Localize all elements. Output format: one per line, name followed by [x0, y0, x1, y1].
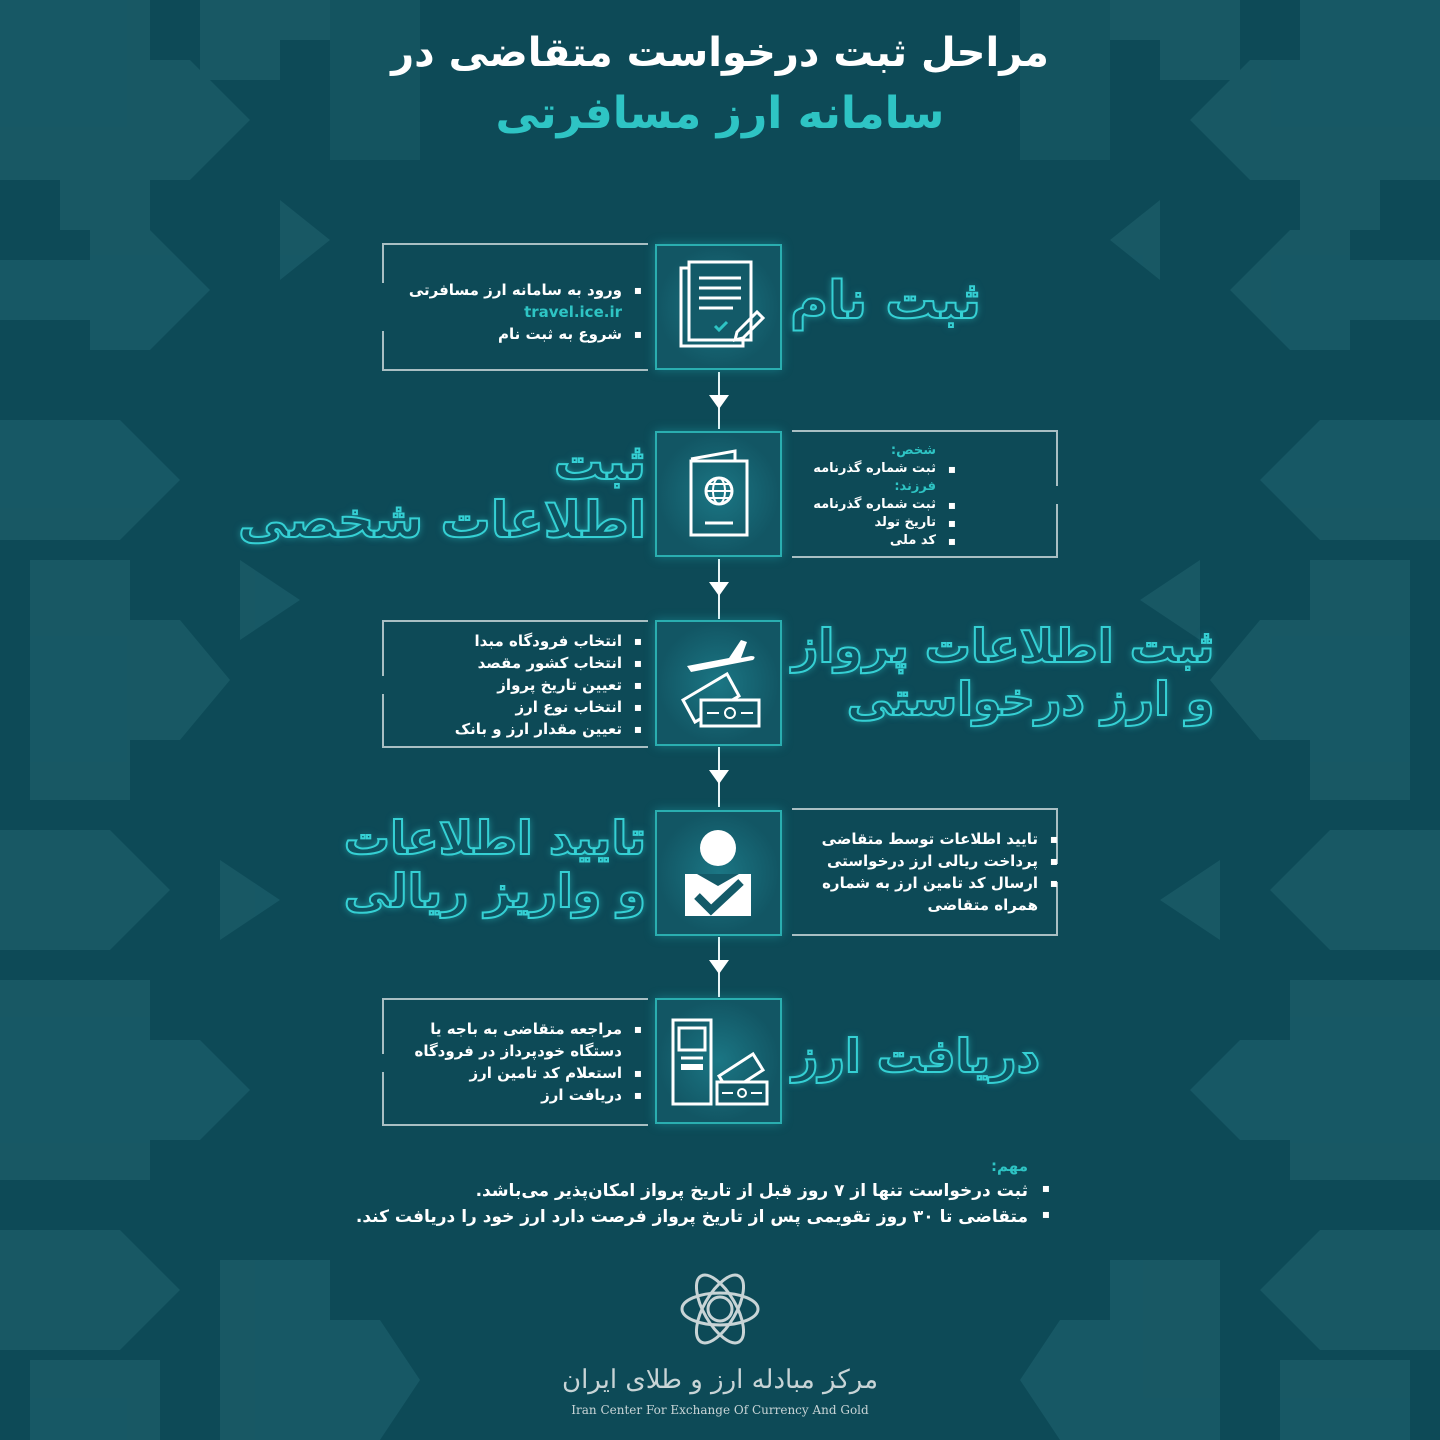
step-1-item: شروع به ثبت نام ▪	[409, 323, 622, 345]
step-1-icon-box	[655, 244, 782, 370]
step-1-url-link[interactable]: travel.ice.ir	[524, 303, 622, 321]
step-5-panel	[382, 998, 648, 1124]
step-5-item: دریافت ارز ▪	[414, 1084, 622, 1106]
step-2-title: ثبت اطلاعات شخصی	[238, 433, 646, 549]
logo	[560, 1265, 880, 1425]
step-5-item: استعلام کد تامین ارز ▪	[414, 1062, 622, 1084]
step-4-panel	[792, 808, 1058, 934]
step-1-title: ثبت نام	[790, 271, 982, 331]
step-3-item: تعیین تاریخ پرواز ▪	[455, 674, 622, 696]
step-2-item: ثبت شماره گذرنامه ▪	[813, 460, 936, 478]
step-2-item: کد ملی ▪	[813, 532, 936, 550]
step-3-item: انتخاب فرودگاه مبدا ▪	[455, 630, 622, 652]
step-5-title: دریافت ارز	[792, 1029, 1041, 1083]
arrow-down-icon	[709, 960, 729, 974]
page-title: مراحل ثبت درخواست متقاضی در	[391, 30, 1049, 76]
logo-name-en: Iran Center For Exchange Of Currency And Gold	[571, 1403, 869, 1417]
step-4-item: تایید اطلاعات توسط متقاضی ▪	[822, 828, 1038, 850]
step-2-label: فرزند:	[894, 479, 936, 494]
step-2-panel	[792, 430, 1058, 556]
step-3-item: تعیین مقدار ارز و بانک ▪	[455, 718, 622, 740]
step-5-item: مراجعه متقاضی به باجه یا ▪	[414, 1018, 622, 1040]
step-5-item: دستگاه خودپرداز در فرودگاه	[414, 1042, 622, 1060]
step-3-item: انتخاب نوع ارز ▪	[455, 696, 622, 718]
notes-title: مهم:	[991, 1157, 1028, 1175]
step-5-icon-box	[655, 998, 782, 1124]
logo-emblem-icon	[560, 1265, 880, 1365]
page-subtitle: سامانه ارز مسافرتی	[495, 88, 945, 139]
passport-icon	[657, 433, 780, 555]
step-3-title: ثبت اطلاعات پرواز و ارز درخواستی	[792, 619, 1215, 726]
step-2-label: شخص:	[890, 443, 936, 458]
user-check-icon	[657, 812, 780, 934]
arrow-down-icon	[709, 770, 729, 784]
step-4-title: تایید اطلاعات و واریز ریالی	[343, 811, 646, 918]
step-4-item: ارسال کد تامین ارز به شماره ▪	[822, 872, 1038, 894]
step-3-item: انتخاب کشور مقصد ▪	[455, 652, 622, 674]
note-item: ثبت درخواست تنها از ۷ روز قبل از تاریخ پرواز امکان‌پذیر می‌باشد. ▪	[356, 1181, 1028, 1201]
step-4-item: پرداخت ریالی ارز درخواستی ▪	[822, 850, 1038, 872]
step-1-panel	[382, 243, 648, 369]
document-pen-icon	[657, 246, 780, 368]
atm-money-icon	[657, 1000, 780, 1122]
step-4-icon-box	[655, 810, 782, 936]
step-2-icon-box	[655, 431, 782, 557]
plane-money-icon	[657, 622, 780, 744]
logo-name-fa: مرکز مبادله ارز و طلای ایران	[561, 1365, 879, 1395]
step-3-icon-box	[655, 620, 782, 746]
step-2-item: ثبت شماره گذرنامه ▪	[813, 496, 936, 514]
step-2-item: تاریخ تولد ▪	[813, 514, 936, 532]
notes-section	[356, 1157, 1028, 1227]
arrow-down-icon	[709, 582, 729, 596]
arrow-down-icon	[709, 395, 729, 409]
step-1-item: ورود به سامانه ارز مسافرتی ▪	[409, 279, 622, 301]
step-3-panel	[382, 620, 648, 746]
note-item: متقاضی تا ۳۰ روز تقویمی پس از تاریخ پرواز فرصت دارد ارز خود را دریافت کند. ▪	[356, 1207, 1028, 1227]
step-4-item: همراه متقاضی	[927, 896, 1038, 914]
